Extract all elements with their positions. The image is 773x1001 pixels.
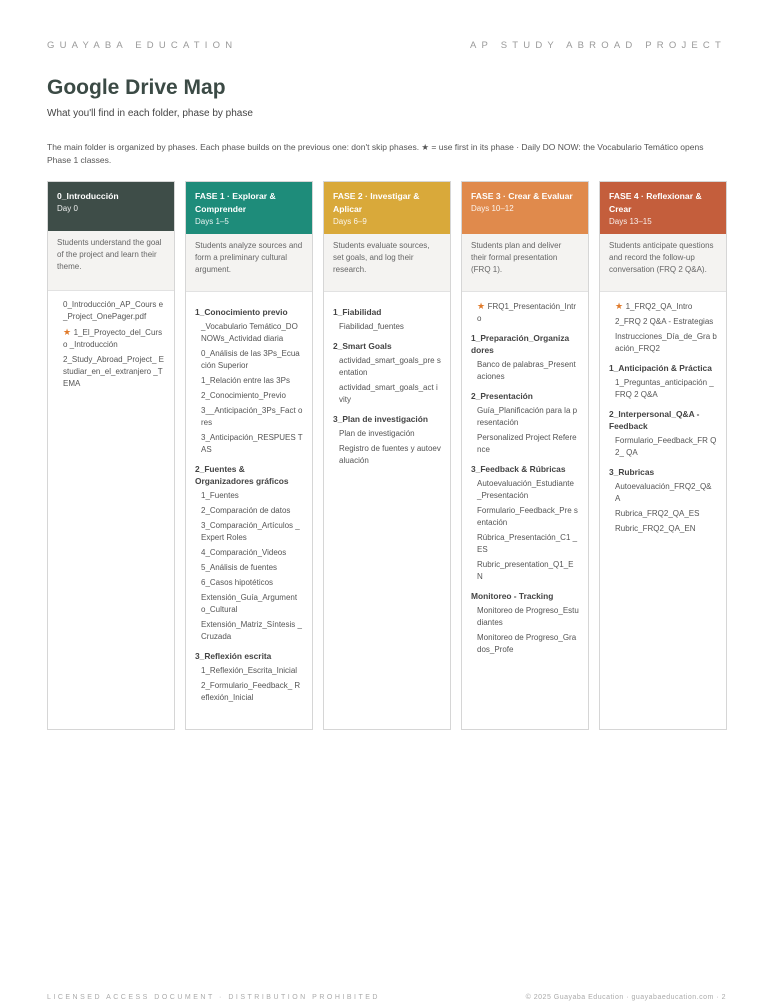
file-item — [615, 508, 717, 520]
phase-name: FASE 3 · Crear & Evaluar — [471, 191, 573, 201]
file-item — [201, 547, 303, 559]
file-item — [201, 432, 303, 456]
file-item — [201, 520, 303, 544]
phase-header — [48, 182, 174, 231]
file-item — [201, 505, 303, 517]
file-name: 6_Casos hipotéticos — [201, 578, 274, 587]
folder-heading: 2_Smart Goals — [333, 341, 392, 351]
file-name: Extensión_Matriz_Síntesis _Cruzada — [201, 620, 302, 641]
file-name: 3_Comparación_Artículos _Expert Roles — [201, 521, 300, 542]
file-name: Autoevaluación_FRQ2_Q& A — [615, 482, 712, 503]
footer-copyright: © 2025 Guayaba Education · guayabaeducation.com · 2 — [525, 994, 726, 1001]
phase-column-4 — [599, 181, 727, 730]
file-name: Registro de fuentes y autoevaluación — [339, 444, 441, 465]
file-item — [339, 428, 441, 440]
file-name: 2_Study_Abroad_Project_ Estudiar_en_el_extranjero _TEMA — [63, 355, 164, 388]
phase-days: Day 0 — [57, 204, 78, 213]
phase-description: Students anticipate questions and record the follow-up conversation (FRQ 2 Q&A). — [600, 234, 726, 292]
folder-heading: 1_Conocimiento previo — [195, 307, 288, 317]
file-item — [201, 390, 303, 402]
phase-description: Students understand the goal of the project and learn their theme. — [48, 231, 174, 291]
phase-file-list — [48, 291, 174, 401]
file-name: Rubric_FRQ2_QA_EN — [615, 524, 696, 533]
project-name: AP STUDY ABROAD PROJECT — [470, 40, 726, 51]
brand-name: GUAYABA EDUCATION — [47, 40, 238, 51]
file-item — [615, 435, 717, 459]
phase-name: FASE 1 · Explorar & Comprender — [195, 191, 276, 214]
folder-heading: 2_Fuentes & Organizadores gráficos — [195, 464, 289, 486]
file-name: Instrucciones_Día_de_Gra bación_FRQ2 — [615, 332, 717, 353]
phase-name: FASE 2 · Investigar & Aplicar — [333, 191, 420, 214]
file-name: Personalized Project Reference — [477, 433, 577, 454]
file-name: 4_Comparación_Videos — [201, 548, 287, 557]
file-name: 0_Introducción_AP_Cours e_Project_OnePager.pdf — [63, 300, 164, 321]
file-item — [339, 382, 441, 406]
running-header — [47, 40, 726, 54]
file-name: actividad_smart_goals_pre sentation — [339, 356, 441, 377]
phase-board — [47, 181, 727, 730]
file-name: Fiabilidad_fuentes — [339, 322, 404, 331]
file-item — [477, 605, 579, 629]
file-name: 1_Fuentes — [201, 491, 239, 500]
folder-heading: 3_Reflexión escrita — [195, 651, 272, 661]
phase-header — [600, 182, 726, 234]
phase-days: Days 6–9 — [333, 217, 367, 226]
file-item — [339, 321, 441, 333]
file-name: Banco de palabras_Presentaciones — [477, 360, 576, 381]
folder-heading: 3_Plan de investigación — [333, 414, 428, 424]
file-name: Plan de investigación — [339, 429, 415, 438]
file-name: Monitoreo de Progreso_Estudiantes — [477, 606, 579, 627]
file-name: 2_Comparación de datos — [201, 506, 291, 515]
file-item — [477, 559, 579, 583]
file-item — [615, 377, 717, 401]
file-name: Autoevaluación_Estudiante _Presentación — [477, 479, 574, 500]
file-name: Extensión_Guía_Argument o_Cultural — [201, 593, 298, 614]
page-title: Google Drive Map — [47, 76, 226, 99]
folder-heading: 2_Presentación — [471, 391, 533, 401]
star-icon: ★ — [477, 301, 488, 311]
file-item — [201, 577, 303, 589]
phase-column-0 — [47, 181, 175, 730]
file-name: 5_Análisis de fuentes — [201, 563, 278, 572]
file-name: FRQ1_Presentación_Intro — [477, 302, 577, 323]
file-item — [477, 505, 579, 529]
file-name: Formulario_Feedback_Pre sentación — [477, 506, 578, 527]
phase-file-list — [324, 292, 450, 478]
file-name: _Vocabulario Temático_DO NOWs_Actividad diaria — [201, 322, 298, 343]
file-item — [201, 321, 303, 345]
phase-description: Students evaluate sources, set goals, and log their research. — [324, 234, 450, 292]
file-item — [615, 331, 717, 355]
file-name: 3_Anticipación_RESPUES TAS — [201, 433, 303, 454]
file-name: 1_El_Proyecto_del_Curso _Introducción — [63, 328, 163, 349]
file-item — [615, 523, 717, 535]
file-name: 0_Análisis de las 3Ps_Ecuación Superior — [201, 349, 300, 370]
phase-column-3 — [461, 181, 589, 730]
file-item — [201, 562, 303, 574]
file-item — [477, 432, 579, 456]
phase-days: Days 10–12 — [471, 204, 514, 213]
file-item — [615, 481, 717, 505]
file-name: Rubric_presentation_Q1_E N — [477, 560, 574, 581]
file-name: 3__Anticipación_3Ps_Fact ores — [201, 406, 303, 427]
phase-header — [186, 182, 312, 234]
file-name: 1_FRQ2_QA_Intro — [625, 302, 693, 311]
file-item — [201, 348, 303, 372]
footer-license: LICENSED ACCESS DOCUMENT · DISTRIBUTION PROHIBITED — [47, 994, 380, 1001]
phase-column-1 — [185, 181, 313, 730]
file-item — [339, 443, 441, 467]
folder-heading: 1_Fiabilidad — [333, 307, 382, 317]
phase-description: Students analyze sources and form a preliminary cultural argument. — [186, 234, 312, 292]
file-item — [201, 665, 303, 677]
phase-file-list — [462, 292, 588, 667]
phase-description: Students plan and deliver their formal presentation (FRQ 1). — [462, 234, 588, 292]
folder-heading: 1_Anticipación & Práctica — [609, 363, 712, 373]
intro-paragraph: The main folder is organized by phases. Each phase builds on the previous one: don't skip phases. ★ = use first in its phase · Daily DO NOW: the Vocabulario Temático opens Phase 1 classes. — [47, 142, 704, 165]
file-item — [201, 375, 303, 387]
folder-heading: 3_Feedback & Rúbricas — [471, 464, 566, 474]
file-item — [477, 359, 579, 383]
file-item — [63, 299, 165, 323]
file-name: 1_Reflexión_Escrita_Inicial — [201, 666, 298, 675]
phase-file-list — [600, 292, 726, 546]
phase-days: Days 13–15 — [609, 217, 652, 226]
file-name: 2_Formulario_Feedback_ Reflexión_Inicial — [201, 681, 301, 702]
file-item — [201, 490, 303, 502]
star-icon: ★ — [63, 327, 74, 337]
file-name: actividad_smart_goals_act ivity — [339, 383, 438, 404]
phase-column-2 — [323, 181, 451, 730]
file-item — [201, 680, 303, 704]
phase-file-list — [186, 292, 312, 715]
phase-days: Days 1–5 — [195, 217, 229, 226]
file-item — [477, 405, 579, 429]
file-item — [63, 326, 165, 351]
file-name: 1_Preguntas_anticipación _FRQ 2 Q&A — [615, 378, 714, 399]
folder-heading: 2_Interpersonal_Q&A - Feedback — [609, 409, 700, 431]
file-name: Guía_Planificación para la presentación — [477, 406, 578, 427]
file-item — [615, 300, 717, 313]
page-subtitle: What you'll find in each folder, phase by phase — [47, 108, 253, 119]
file-item — [339, 355, 441, 379]
file-item — [615, 316, 717, 328]
phase-name: 0_Introducción — [57, 191, 119, 201]
file-item — [63, 354, 165, 390]
file-name: 2_FRQ 2 Q&A - Estrategias — [615, 317, 714, 326]
file-name: 2_Conocimiento_Previo — [201, 391, 286, 400]
file-name: 1_Relación entre las 3Ps — [201, 376, 290, 385]
file-name: Monitoreo de Progreso_Grados_Profe — [477, 633, 577, 654]
file-name: Formulario_Feedback_FR Q 2_ QA — [615, 436, 717, 457]
phase-header — [462, 182, 588, 234]
file-name: Rúbrica_Presentación_C1 _ES — [477, 533, 578, 554]
folder-heading: Monitoreo - Tracking — [471, 591, 554, 601]
phase-name: FASE 4 · Reflexionar & Crear — [609, 191, 702, 214]
file-item — [477, 300, 579, 325]
folder-heading: 3_Rubricas — [609, 467, 655, 477]
file-item — [477, 632, 579, 656]
star-icon: ★ — [615, 301, 626, 311]
file-item — [201, 592, 303, 616]
phase-header — [324, 182, 450, 234]
file-name: Rubrica_FRQ2_QA_ES — [615, 509, 700, 518]
file-item — [477, 532, 579, 556]
file-item — [201, 405, 303, 429]
folder-heading: 1_Preparación_Organiza dores — [471, 333, 570, 355]
file-item — [477, 478, 579, 502]
file-item — [201, 619, 303, 643]
